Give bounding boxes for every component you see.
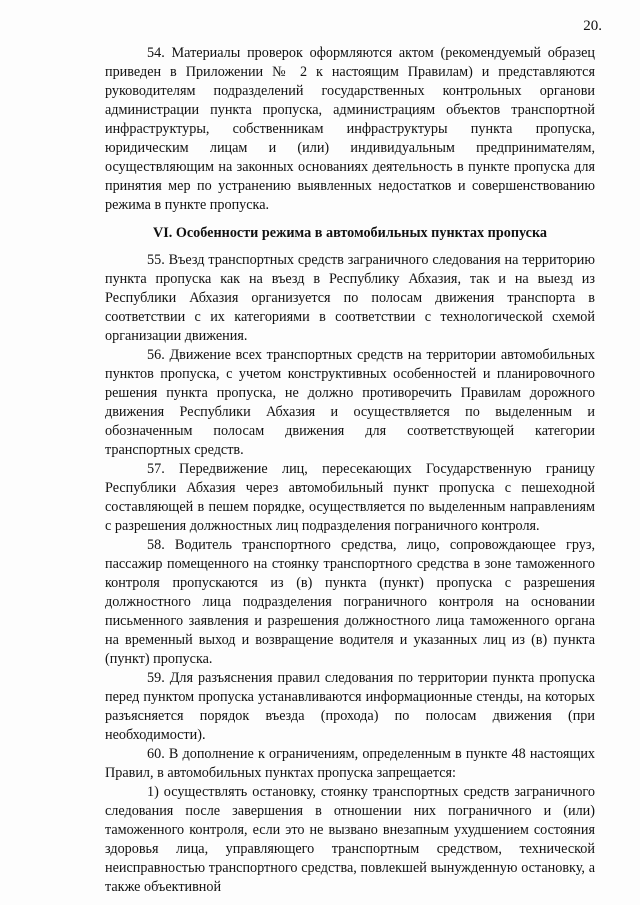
document-body [105, 44, 595, 897]
section-heading: VI. Особенности режима в автомобильных пунктах пропуска [152, 225, 548, 241]
paragraph-54: 54. Материалы проверок оформляются актом (рекомендуемый образец приведен в Приложении № 2 к настоящим Правилам) и представляются руководителям подразделений государственных контрольных органови администрации пункта пропуска, администрациям объектов транспортной инфраструктуры, собственникам инфраструктуры пункта пропуска, юридическим лицам и (или) индивидуальным предпринимателям, осуществляющим на законных основаниях деятельность в пункте пропуска для принятия мер по устранению выявленных недостатков и совершенствованию режима в пункте пропуска. [105, 45, 595, 213]
paragraph-59: 59. Для разъяснения правил следования по территории пункта пропуска перед пунктом пропуска устанавливаются информационные стенды, на которых разъясняется порядок въезда (прохода) по полосам движения (при необходимости). [105, 670, 595, 743]
paragraph-60: 60. В дополнение к ограничениям, определенным в пункте 48 настоящих Правил, в автомобильных пунктах пропуска запрещается: [105, 746, 595, 781]
page-number: 20. [583, 18, 602, 34]
paragraph-60-item-1: 1) осуществлять остановку, стоянку транспортных средств заграничного следования после завершения в отношении них пограничного и (или) таможенного контроля, если это не вызвано внезапным ухудшением состояния здоровья лица, управляющего транспортным средством, технической неисправностью транспортного средства, повлекшей вынужденную остановку, а также объективной [105, 784, 595, 895]
paragraph-55: 55. Въезд транспортных средств заграничного следования на территорию пункта пропуска как на въезд в Республику Абхазия, так и на выезд из Республики Абхазия организуется по полосам движения транспорта в соответствии с их категориями в соответствии с технологической схемой организации движения. [105, 252, 595, 344]
paragraph-56: 56. Движение всех транспортных средств на территории автомобильных пунктов пропуска, с учетом конструктивных особенностей и планировочного решения пункта пропуска, не должно противоречить Правилам дорожного движения Республики Абхазия и осуществляется по выделенным и обозначенным полосам движения для соответствующей категории транспортных средств. [105, 347, 595, 458]
paragraph-58: 58. Водитель транспортного средства, лицо, сопровождающее груз, пассажир помещенного на стоянку транспортного средства в зоне таможенного контроля пропускаются из (в) пункта (пункт) пропуска с разрешения должностного лица подразделения пограничного контроля на основании письменного заявления и разрешения должностного лица таможенного органа на временный выход и возвращение водителя и указанных лиц из (в) пункта (пункт) пропуска. [105, 537, 595, 667]
paragraph-57: 57. Передвижение лиц, пересекающих Государственную границу Республики Абхазия через автомобильный пункт пропуска с пешеходной составляющей в пешем порядке, осуществляется по выделенным направлениям с разрешения должностных лиц подразделения пограничного контроля. [105, 461, 595, 534]
